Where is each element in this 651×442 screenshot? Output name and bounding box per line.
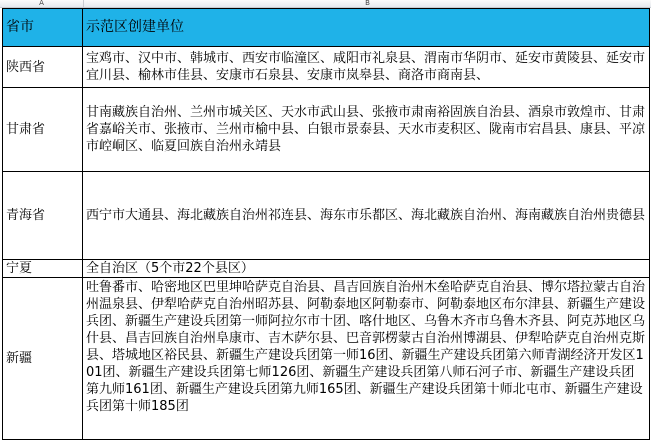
units-cell[interactable]: 吐鲁番市、哈密地区巴里坤哈萨克自治县、昌吉回族自治州木垒哈萨克自治县、博尔塔拉蒙古自治州温泉县、伊犁哈萨克自治州昭苏县、阿勒泰地区阿勒泰市、阿勒泰地区布尔津县、新疆生产建设兵团、新疆生产建设兵团第一师阿拉尔市十团、喀什地区、乌鲁木齐市乌鲁木齐县、阿克苏地区乌什县、昌吉回族自治州阜康市、吉木萨尔县、巴音郭楞蒙古自治州博湖县、伊犁哈萨克自治州克斯县、塔城地区裕民县、新疆生产建设兵团第一师16团、新疆生产建设兵团第六师青湖经济开发区101团、新疆生产建设兵团第七师126团、新疆生产建设兵团第八师石河子市、新疆生产建设兵团第九师161团、新疆生产建设兵团第九师165团、新疆生产建设兵团第十师北屯市、新疆生产建设兵团第十师185团 xyxy=(83,278,650,440)
units-cell[interactable]: 全自治区（5个市22个县区） xyxy=(83,260,650,278)
table-row xyxy=(3,278,650,440)
column-header-a[interactable]: A xyxy=(0,0,84,7)
units-cell[interactable]: 甘南藏族自治州、兰州市城关区、天水市武山县、张掖市肃南裕固族自治县、酒泉市敦煌市、甘肃省嘉峪关市、张掖市、兰州市榆中县、白银市景泰县、天水市麦积区、陇南市宕昌县、康县、平凉市崆峒区、临夏回族自治州永靖县 xyxy=(83,88,650,172)
province-cell[interactable]: 宁夏 xyxy=(3,260,83,278)
table-row xyxy=(3,260,650,278)
spreadsheet-table xyxy=(2,8,650,440)
table-row xyxy=(3,88,650,172)
province-cell[interactable]: 陕西省 xyxy=(3,47,83,88)
table-header-row xyxy=(3,9,650,47)
province-cell[interactable]: 青海省 xyxy=(3,172,83,260)
column-header-b[interactable]: B xyxy=(365,0,370,7)
table-row xyxy=(3,47,650,88)
column-header-bar xyxy=(0,0,651,8)
header-cell-province[interactable]: 省市 xyxy=(3,9,83,47)
table-row xyxy=(3,172,650,260)
province-cell[interactable]: 新疆 xyxy=(3,278,83,440)
units-cell[interactable]: 西宁市大通县、海北藏族自治州祁连县、海东市乐都区、海北藏族自治州、海南藏族自治州贵德县 xyxy=(83,172,650,260)
units-cell[interactable]: 宝鸡市、汉中市、韩城市、西安市临潼区、咸阳市礼泉县、渭南市华阴市、延安市黄陵县、延安市宜川县、榆林市佳县、安康市石泉县、安康市岚皋县、商洛市商南县、 xyxy=(83,47,650,88)
province-cell[interactable]: 甘肃省 xyxy=(3,88,83,172)
header-cell-units[interactable]: 示范区创建单位 xyxy=(83,9,650,47)
